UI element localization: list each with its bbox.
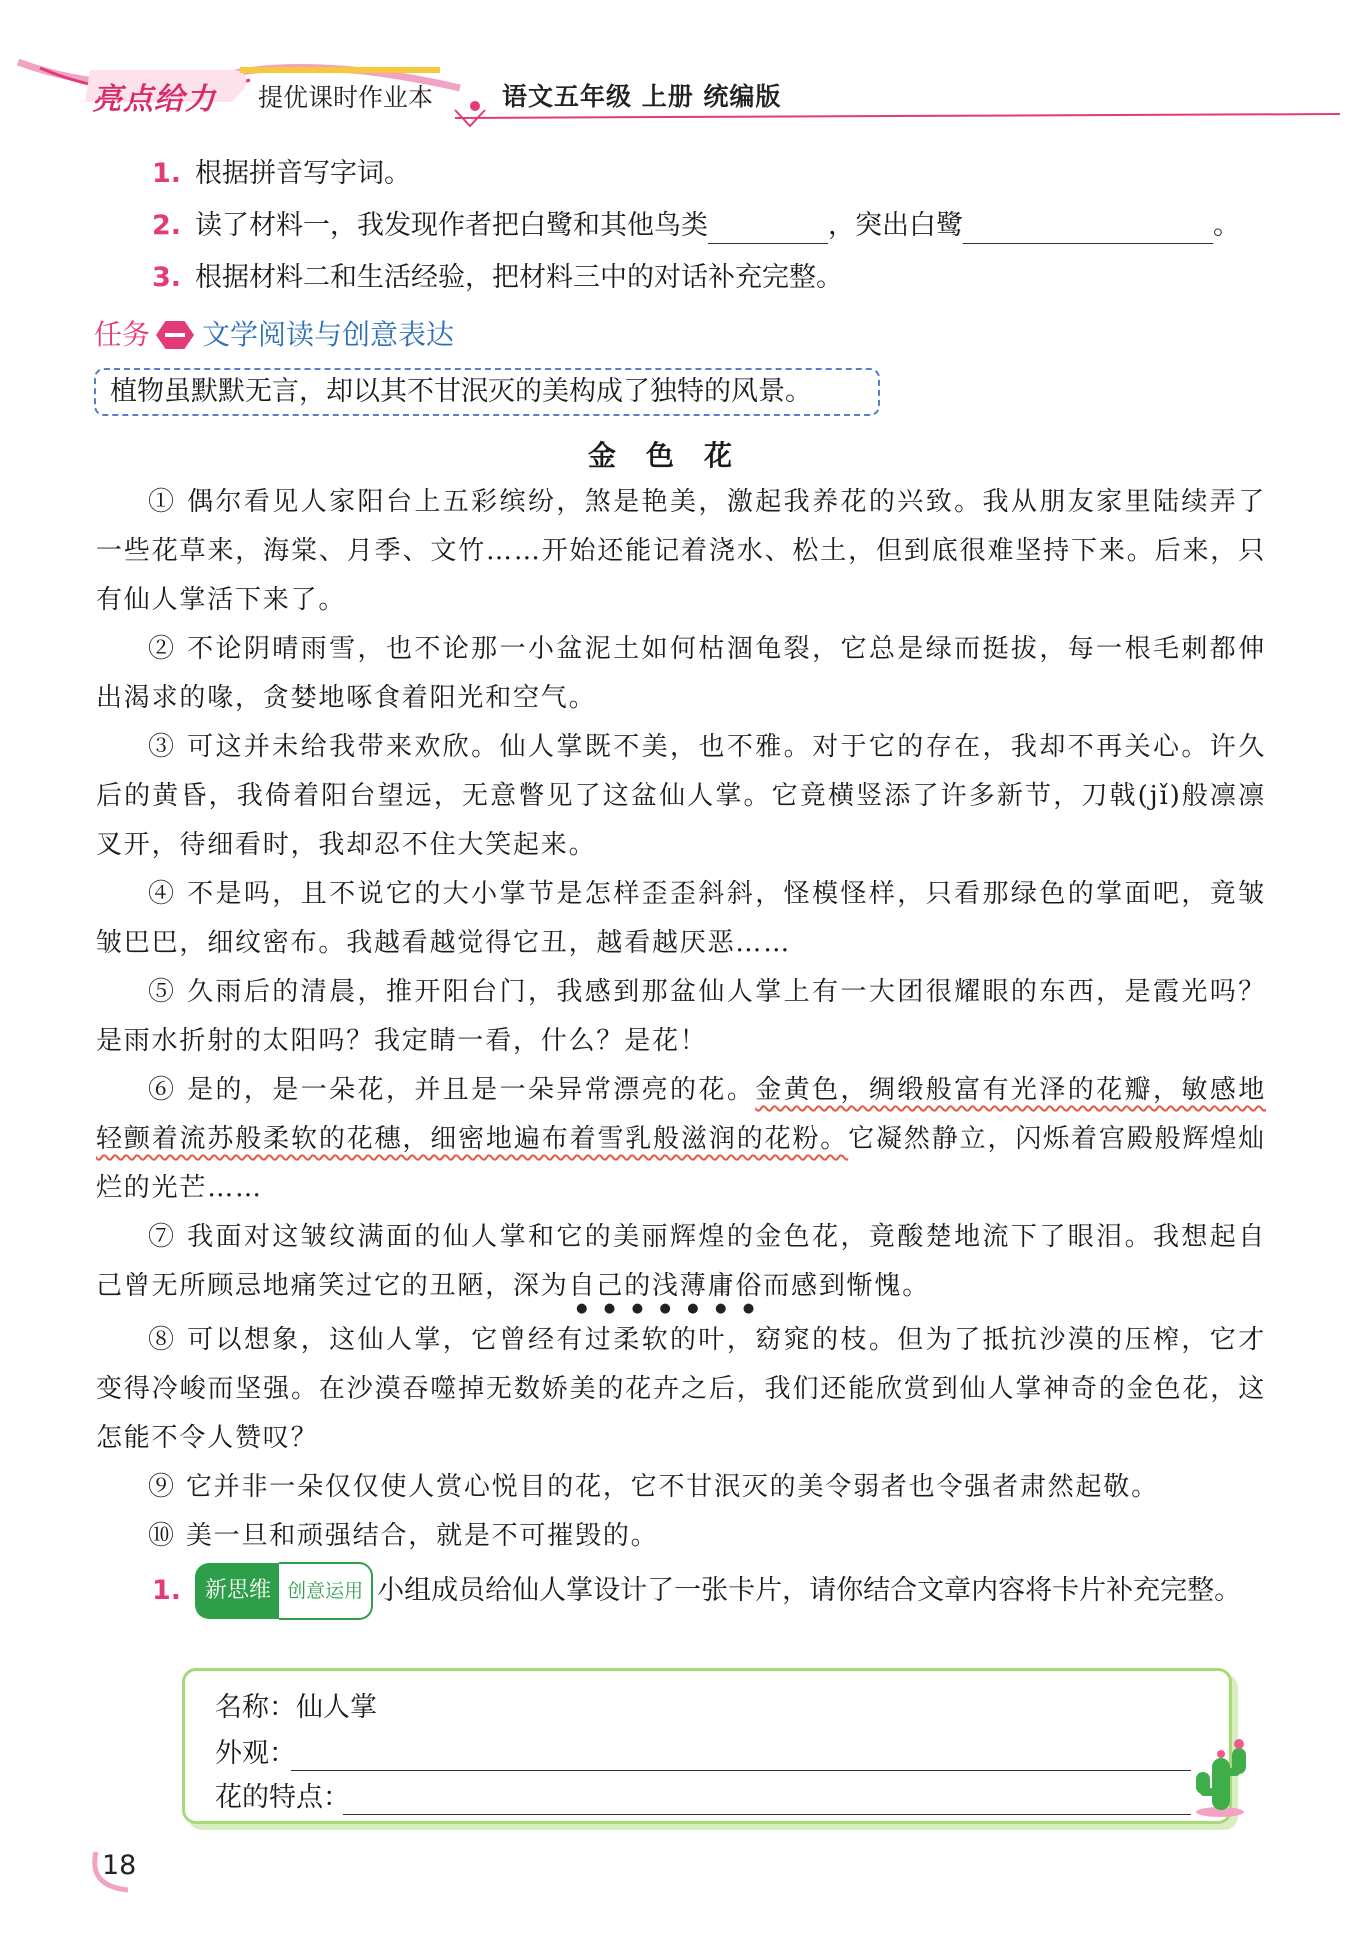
hexagon-two-icon: [156, 321, 194, 349]
article-body: [96, 478, 1266, 1561]
wavy-underlined-text: 金黄色，绸缎般富有光泽的花瓣，敏感地轻颤着流苏般柔软的花穗，细密地遍布着雪乳般滋润的花粉。: [96, 1075, 1266, 1154]
paragraph-7-start: ⑦ 我面对这皱纹满面的仙人掌和它的美丽辉煌的金色花，竟酸楚地流下了眼泪。我想起自己曾无所顾忌地痛笑过它的丑陋，深为: [96, 1222, 1266, 1301]
task-prefix: 任务: [94, 318, 151, 351]
task-heading: [94, 313, 454, 353]
paragraph-7-end: 而感到惭愧。: [763, 1271, 931, 1301]
badge-main: 新思维: [195, 1563, 279, 1619]
intro-box: 植物虽默默无言，却以其不甘泯灭的美构成了独特的风景。: [94, 368, 880, 416]
cactus-card: [182, 1668, 1232, 1824]
brand-logo: 亮点给力: [92, 82, 216, 117]
question-number: 1.: [152, 158, 182, 189]
cactus-icon: [1188, 1728, 1258, 1818]
question-3-top: [152, 260, 843, 296]
question-1-top: [152, 156, 411, 192]
question-text: 小组成员给仙人掌设计了一张卡片，请你结合文章内容将卡片补充完整。: [377, 1575, 1242, 1606]
paragraph-7: [96, 1213, 1266, 1316]
card-look-label: 外观：: [215, 1738, 296, 1769]
question-text: 读了材料一，我发现作者把白鹭和其他鸟类: [195, 210, 709, 241]
question-text: 根据材料二和生活经验，把材料三中的对话补充完整。: [195, 262, 844, 293]
brand-subtitle: 提优课时作业本: [258, 83, 434, 112]
question-1-bottom: [152, 1562, 1272, 1620]
new-thinking-badge: [195, 1562, 373, 1620]
task-title: 文学阅读与创意表达: [202, 318, 455, 351]
paragraph-2: ② 不论阴晴雨雪，也不论那一小盆泥土如何枯涸龟裂，它总是绿而挺拔，每一根毛刺都伸出渴求的喙，贪婪地啄食着阳光和空气。: [96, 634, 1266, 713]
flower-answer-line[interactable]: [343, 1813, 1191, 1815]
question-2-top: [152, 208, 1240, 244]
paragraph-6: [96, 1066, 1266, 1213]
book-info: 语文五年级 上册 统编版: [502, 82, 782, 111]
paragraph-8: ⑧ 可以想象，这仙人掌，它曾经有过柔软的叶，窈窕的枝。但为了抵抗沙漠的压榨，它才变得冷峻而坚强。在沙漠吞噬掉无数娇美的花卉之后，我们还能欣赏到仙人掌神奇的金色花，这怎能不令人赞叹？: [96, 1325, 1266, 1453]
look-answer-line[interactable]: [291, 1769, 1191, 1771]
question-number: 3.: [152, 262, 182, 293]
card-flower-label: 花的特点：: [215, 1782, 350, 1813]
paragraph-3: ③ 可这并未给我带来欢欣。仙人掌既不美，也不雅。对于它的存在，我却不再关心。许久后的黄昏，我倚着阳台望远，无意瞥见了这盆仙人掌。它竟横竖添了许多新节，刀戟(jǐ)般凛凛叉开，待细看时，我却忍不住大笑起来。: [96, 732, 1266, 860]
paragraph-5: ⑤ 久雨后的清晨，推开阳台门，我感到那盆仙人掌上有一大团很耀眼的东西，是霞光吗？是雨水折射的太阳吗？我定睛一看，什么？是花！: [96, 977, 1266, 1056]
question-number: 1.: [152, 1575, 182, 1606]
paragraph-6-end: 它凝然静立，闪烁着宫殿般辉煌灿烂的光芒……: [96, 1124, 1266, 1203]
badge-sub: 创意运用: [279, 1562, 373, 1620]
answer-blank[interactable]: [708, 215, 828, 244]
card-name: 名称：仙人掌: [215, 1692, 377, 1723]
dotted-emphasis-text: 自己的浅薄庸俗: [568, 1271, 764, 1301]
paragraph-4: ④ 不是吗，且不说它的大小掌节是怎样歪歪斜斜，怪模怪样，只看那绿色的掌面吧，竟皱皱巴巴，细纹密布。我越看越觉得它丑，越看越厌恶……: [96, 879, 1266, 958]
paragraph-10: ⑩ 美一旦和顽强结合，就是不可摧毁的。: [148, 1521, 659, 1551]
article-title: 金色花: [587, 439, 762, 472]
answer-blank[interactable]: [963, 215, 1213, 244]
question-text: 。: [1213, 210, 1241, 241]
paragraph-1: ① 偶尔看见人家阳台上五彩缤纷，煞是艳美，激起我养花的兴致。我从朋友家里陆续弄了一些花草来，海棠、月季、文竹……开始还能记着浇水、松土，但到底很难坚持下来。后来，只有仙人掌活下来了。: [96, 487, 1266, 615]
paragraph-9: ⑨ 它并非一朵仅仅使人赏心悦目的花，它不甘泯灭的美令弱者也令强者肃然起敬。: [148, 1472, 1159, 1502]
question-number: 2.: [152, 210, 182, 241]
question-text: 根据拼音写字词。: [195, 158, 412, 189]
paragraph-6-start: ⑥ 是的，是一朵花，并且是一朵异常漂亮的花。: [148, 1075, 756, 1105]
question-text: ，突出白鹭: [828, 210, 964, 241]
page-number: 18: [102, 1850, 137, 1881]
